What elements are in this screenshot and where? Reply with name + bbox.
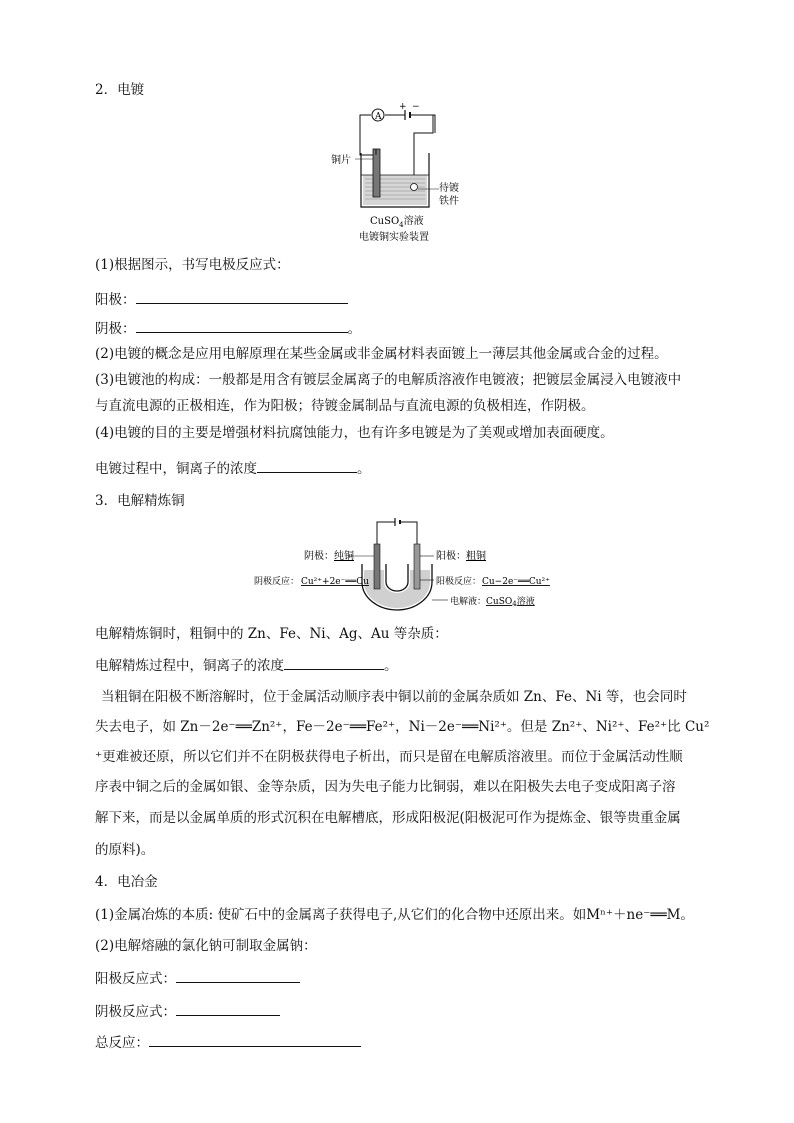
nacl-total-blank[interactable]: [149, 1032, 361, 1047]
cathode-label: 阴极：纯铜: [304, 551, 354, 562]
refining-diagram: [250, 514, 550, 614]
nacl-cathode-line: 阴极反应式：: [95, 1001, 280, 1022]
para-2: (2)电镀的概念是应用电解原理在某些金属或非金属材料表面镀上一薄层其他金属或合金的过程。: [95, 346, 668, 362]
impurity-line: 电解精炼铜时，粗铜中的 Zn、Fe、Ni、Ag、Au 等杂质：: [95, 626, 448, 642]
anode-reaction: Cu−2e⁻══Cu²⁺: [482, 577, 550, 587]
para-3-line-1: (3)电镀池的构成：一般都是用含有镀层金属离子的电解质溶液作电镀液；把镀层金属浸入电镀液中: [95, 372, 682, 388]
explain-line-2: 失去电子，如 Zn－2e⁻══Zn²⁺，Fe－2e⁻══Fe²⁺，Ni－2e⁻══Ni²⁺。但是 Zn²⁺、Ni²⁺、Fe²⁺比 Cu²: [95, 719, 710, 735]
nacl-anode-blank[interactable]: [176, 968, 300, 983]
anode-label: 阳极：粗铜: [436, 551, 486, 562]
explain-line-4: 序表中铜之后的金属如银、金等杂质，因为失电子能力比铜弱，难以在阳极失去电子变成阳离子溶: [95, 779, 676, 795]
section-2-heading: 2．电镀: [95, 82, 145, 98]
cathode-line: 阴极： 。: [95, 318, 361, 339]
battery-minus: −: [412, 103, 420, 112]
explain-line-3: ⁺更难被还原，所以它们并不在阴极获得电子析出，而只是留在电解质溶液里。而位于金属活动性顺: [95, 749, 683, 765]
plating-conc-line: 电镀过程中，铜离子的浓度 。: [95, 458, 371, 479]
cathode-answer-blank[interactable]: [136, 318, 348, 333]
ammeter-label: A: [375, 112, 382, 122]
explain-line-5: 解下来，而是以金属单质的形式沉积在电解槽底，形成阳极泥(阳极泥可作为提炼金、银等贵重金属: [95, 810, 681, 826]
para-3-line-2: 与直流电源的正极相连，作为阳极；待镀金属制品与直流电源的负极相连，作阴极。: [95, 398, 595, 414]
metallurgy-p2: (2)电解熔融的氯化钠可制取金属钠：: [95, 938, 317, 954]
solution-label: CuSO$_4$溶液: [370, 216, 424, 229]
section-3-heading: 3．电解精炼铜: [95, 493, 185, 509]
question-1: (1)根据图示，书写电极反应式：: [95, 257, 290, 273]
plating-conc-blank[interactable]: [257, 458, 357, 473]
cathode-reaction: Cu²⁺+2e⁻══Cu: [301, 577, 369, 587]
anode-line: 阳极：: [95, 289, 348, 310]
diagram-caption: 电镀铜实验装置: [359, 232, 429, 243]
para-4: (4)电镀的目的主要是增强材料抗腐蚀能力，也有许多电镀是为了美观或增加表面硬度。: [95, 425, 614, 441]
refining-conc-line: 电解精炼过程中，铜离子的浓度 。: [95, 655, 398, 676]
refining-conc-blank[interactable]: [284, 655, 384, 670]
explain-line-6: 的原料)。: [95, 842, 155, 858]
battery-plus: +: [399, 103, 407, 112]
electrolyte-label: 电解液：CuSO$_4$溶液: [450, 597, 535, 608]
nacl-anode-line: 阳极反应式：: [95, 968, 300, 989]
metallurgy-p1: (1)金属冶炼的本质: 使矿石中的金属离子获得电子,从它们的化合物中还原出来。如Mⁿ⁺＋ne⁻══M。: [95, 907, 694, 923]
section-4-heading: 4．电冶金: [95, 874, 158, 890]
anode-reaction-label: 阳极反应：: [436, 577, 482, 587]
iron-label-1: 待镀: [439, 183, 459, 194]
electroplating-diagram: [325, 103, 475, 245]
iron-label-2: 铁件: [439, 196, 459, 207]
nacl-cathode-blank[interactable]: [176, 1001, 280, 1016]
nacl-total-line: 总反应：: [95, 1032, 361, 1053]
cathode-reaction-label: 阴极反应：: [254, 577, 300, 587]
copper-plate-label: 铜片: [331, 155, 351, 166]
anode-answer-blank[interactable]: [136, 289, 348, 304]
explain-line-1: 当粗铜在阳极不断溶解时，位于金属活动顺序表中铜以前的金属杂质如 Zn、Fe、Ni 等，也会同时: [101, 689, 687, 705]
